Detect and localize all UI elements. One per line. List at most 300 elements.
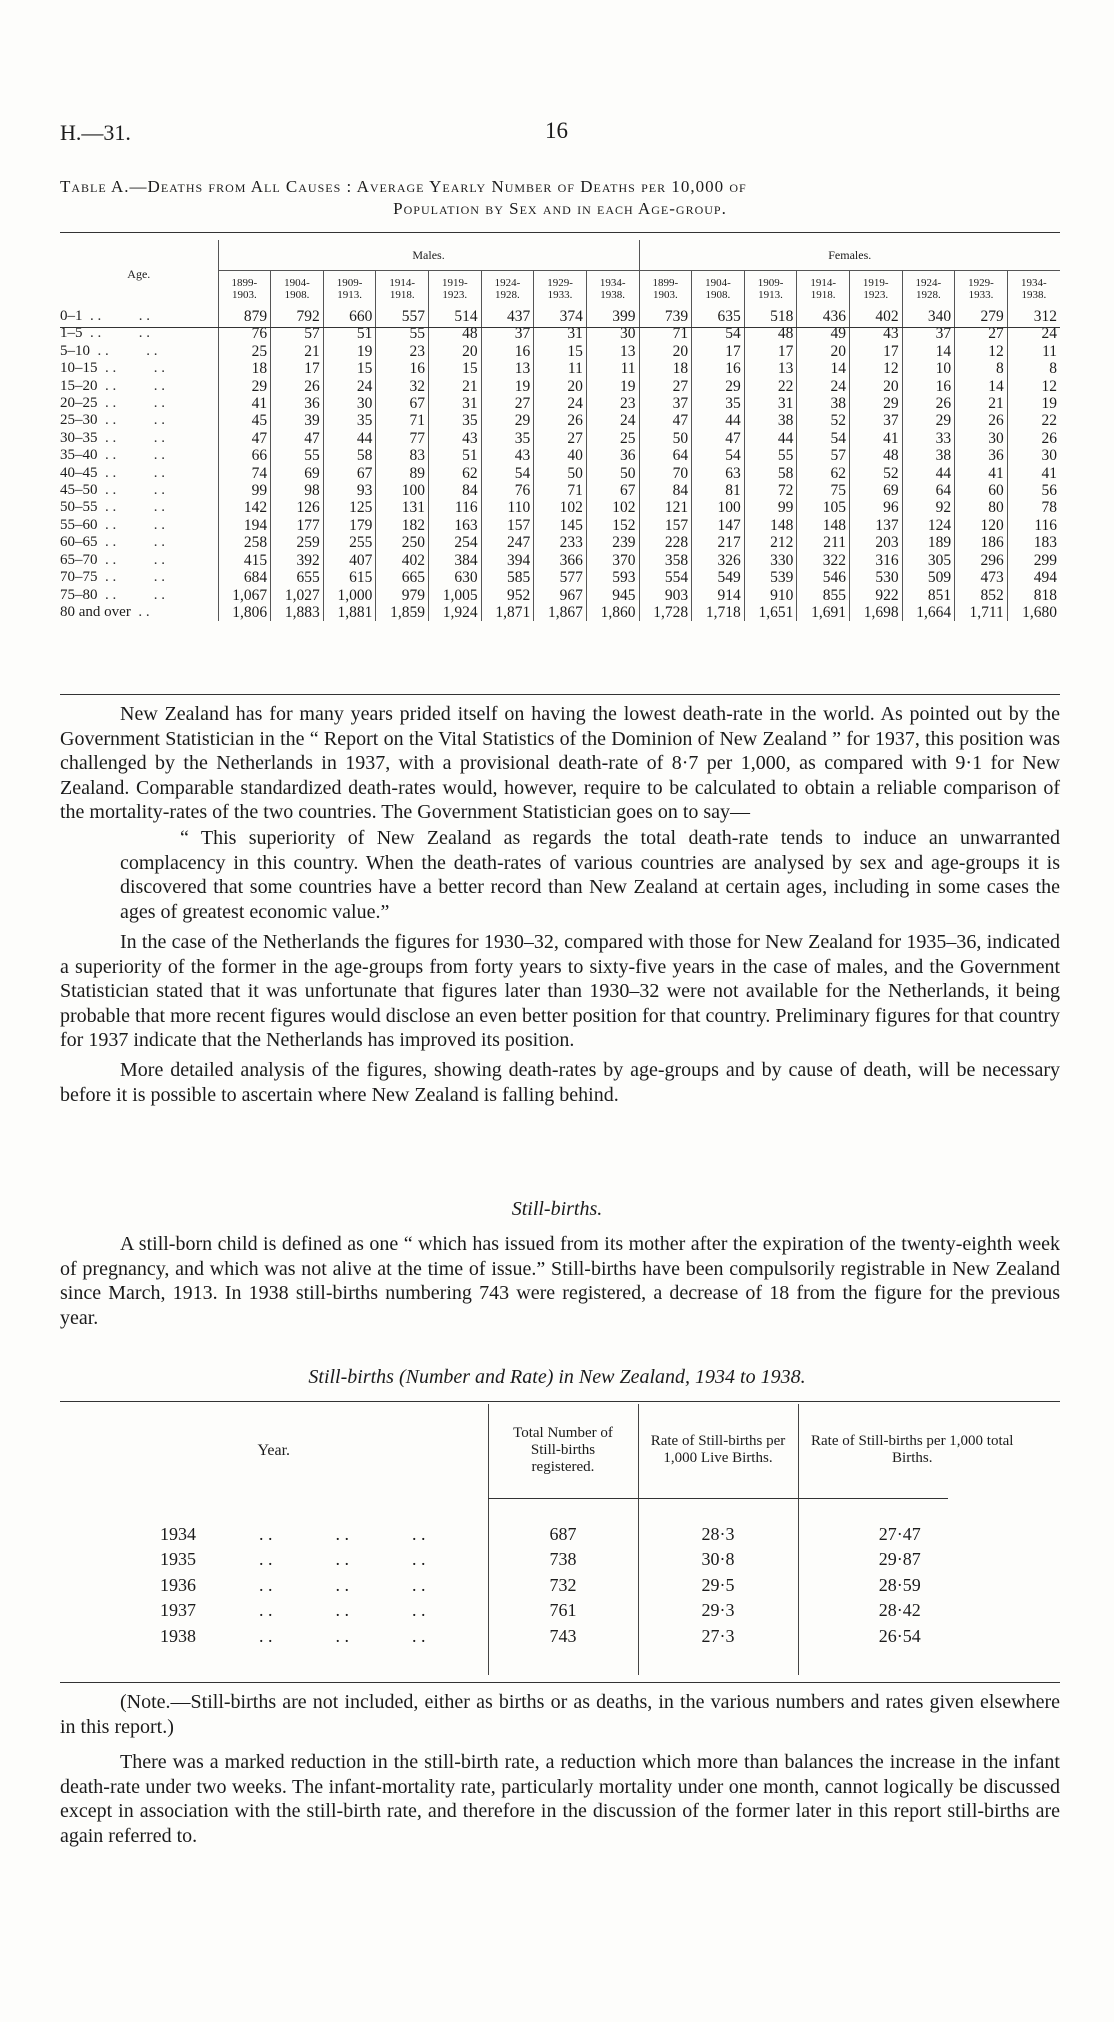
total-cell: 761 [488,1598,638,1624]
females-rate-cell: 21 [955,395,1008,412]
leader-dots: . . . . [97,360,165,377]
males-rate-cell: 11 [586,360,639,377]
males-rate-cell: 374 [534,308,587,325]
age-group-cell [60,482,218,499]
males-rate-cell: 402 [376,552,429,569]
males-rate-cell: 131 [376,499,429,516]
males-rate-cell: 31 [429,395,482,412]
females-rate-cell: 279 [955,308,1008,325]
age-group-label: 35–40 [60,447,98,464]
females-rate-cell: 1,711 [955,604,1008,621]
age-group-label: 30–35 [60,429,98,446]
year-label: 1935 [160,1549,196,1569]
females-rate-cell: 16 [902,378,955,395]
males-rate-cell: 194 [218,517,271,534]
females-rate-cell: 903 [639,587,692,604]
females-header: Females. [639,240,1060,270]
males-period-header: 1929- 1933. [534,270,587,308]
leader-dots: . . . . [97,499,165,516]
males-rate-cell: 17 [271,360,324,377]
females-rate-cell: 518 [744,308,797,325]
males-rate-cell: 23 [376,343,429,360]
table-row [60,1624,1060,1650]
males-rate-cell: 74 [218,465,271,482]
males-rate-cell: 258 [218,534,271,551]
females-rate-cell: 914 [692,587,745,604]
males-rate-cell: 1,867 [534,604,587,621]
females-rate-cell: 31 [744,395,797,412]
leader-dots: . . . . [97,447,165,464]
leader-dots: . . . . [82,308,150,324]
females-rate-cell: 316 [849,552,902,569]
females-rate-cell: 554 [639,569,692,586]
males-rate-cell: 1,871 [481,604,534,621]
females-rate-cell: 38 [744,412,797,429]
table-row [60,552,1060,569]
females-rate-cell: 121 [639,499,692,516]
males-header: Males. [218,240,639,270]
males-rate-cell: 30 [586,325,639,342]
males-period-header: 1914- 1918. [376,270,429,308]
stillbirth-table [60,1404,1060,1675]
males-rate-cell: 1,027 [271,587,324,604]
males-period-header: 1934- 1938. [586,270,639,308]
year-label: 1936 [160,1574,196,1595]
males-rate-cell: 27 [534,430,587,447]
males-rate-cell: 514 [429,308,482,325]
table-row [60,482,1060,499]
stillbirth-subheader-rule [488,1498,948,1499]
year-label: 1934 [160,1523,196,1544]
females-rate-cell: 186 [955,534,1008,551]
females-rate-cell: 20 [797,343,850,360]
males-rate-cell: 55 [376,325,429,342]
females-rate-cell: 18 [639,360,692,377]
females-rate-cell: 299 [1007,552,1060,569]
leader-dots: . . . . . . [196,1625,426,1646]
females-rate-cell: 78 [1007,499,1060,516]
males-rate-cell: 945 [586,587,639,604]
males-rate-cell: 21 [271,343,324,360]
females-rate-cell: 50 [639,430,692,447]
age-group-label: 80 and over [60,603,131,620]
females-rate-cell: 546 [797,569,850,586]
males-rate-cell: 979 [376,587,429,604]
males-rate-cell: 21 [429,378,482,395]
females-rate-cell: 26 [902,395,955,412]
females-rate-cell: 70 [639,465,692,482]
females-rate-cell: 72 [744,482,797,499]
age-group-cell [60,517,218,534]
females-rate-cell: 75 [797,482,850,499]
males-rate-cell: 15 [429,360,482,377]
females-rate-cell: 56 [1007,482,1060,499]
age-group-cell [60,325,218,342]
rate-live-cell: 29·5 [638,1573,798,1599]
females-rate-cell: 64 [902,482,955,499]
rate-live-cell: 27·3 [638,1624,798,1650]
rate-live-header: Rate of Still-births per 1,000 Live Births. [638,1404,798,1496]
males-rate-cell: 20 [429,343,482,360]
age-group-cell [60,534,218,551]
age-group-label: 75–80 [60,586,98,603]
year-label: 1938 [160,1625,196,1646]
females-rate-cell: 41 [849,430,902,447]
males-rate-cell: 394 [481,552,534,569]
leader-dots: . . . . [97,586,165,603]
females-rate-cell: 69 [849,482,902,499]
females-rate-cell: 19 [1007,395,1060,412]
total-cell: 743 [488,1624,638,1650]
year-header: Year. [257,1441,291,1459]
females-rate-cell: 137 [849,517,902,534]
females-rate-cell: 1,680 [1007,604,1060,621]
table-a-bottom-rule [60,694,1060,695]
rate-live-cell: 28·3 [638,1522,798,1548]
females-rate-cell: 1,728 [639,604,692,621]
males-rate-cell: 35 [323,412,376,429]
females-rate-cell: 12 [955,343,1008,360]
males-rate-cell: 44 [323,430,376,447]
table-row [60,1522,1060,1548]
males-rate-cell: 98 [271,482,324,499]
males-rate-cell: 99 [218,482,271,499]
age-group-cell [60,447,218,464]
males-rate-cell: 26 [271,378,324,395]
males-rate-cell: 163 [429,517,482,534]
females-rate-cell: 14 [797,360,850,377]
males-rate-cell: 50 [534,465,587,482]
rate-total-cell: 28·59 [798,1573,1060,1599]
females-period-header: 1934- 1938. [1007,270,1060,308]
males-rate-cell: 660 [323,308,376,325]
total-header: Total Number of Still-births registered. [488,1404,638,1496]
females-rate-cell: 8 [1007,360,1060,377]
males-rate-cell: 665 [376,569,429,586]
males-period-header: 1899- 1903. [218,270,271,308]
females-rate-cell: 54 [692,447,745,464]
females-rate-cell: 8 [955,360,1008,377]
females-rate-cell: 910 [744,587,797,604]
males-rate-cell: 24 [323,378,376,395]
females-rate-cell: 340 [902,308,955,325]
males-rate-cell: 384 [429,552,482,569]
males-rate-cell: 31 [534,325,587,342]
age-group-label: 40–45 [60,464,98,481]
females-rate-cell: 148 [797,517,850,534]
females-rate-cell: 157 [639,517,692,534]
females-rate-cell: 71 [639,325,692,342]
males-rate-cell: 15 [323,360,376,377]
females-rate-cell: 14 [902,343,955,360]
males-rate-cell: 41 [218,395,271,412]
total-cell: 687 [488,1522,638,1548]
table-row [60,395,1060,412]
females-rate-cell: 52 [849,465,902,482]
males-rate-cell: 1,005 [429,587,482,604]
females-rate-cell: 124 [902,517,955,534]
females-rate-cell: 30 [955,430,1008,447]
females-rate-cell: 922 [849,587,902,604]
leader-dots: . . [130,603,150,620]
males-rate-cell: 615 [323,569,376,586]
females-rate-cell: 635 [692,308,745,325]
males-rate-cell: 116 [429,499,482,516]
males-rate-cell: 45 [218,412,271,429]
total-cell: 732 [488,1573,638,1599]
males-rate-cell: 437 [481,308,534,325]
females-rate-cell: 54 [797,430,850,447]
females-rate-cell: 41 [1007,465,1060,482]
females-rate-cell: 852 [955,587,1008,604]
age-group-cell [60,499,218,516]
males-rate-cell: 157 [481,517,534,534]
document-reference: H.—31. [60,120,131,145]
males-rate-cell: 76 [481,482,534,499]
paragraph-netherlands-figures: In the case of the Netherlands the figures for 1930–32, compared with those for New Zealand for 1935–36, indicated a superiority of the former in the age-groups from forty years to sixty-five years in the case of males, and the Government Statistician stated that it was unfortunate that figures later than 1930–32 were not available for the Netherlands, it being probable that more recent figures would disclose an even better position for that country. Preliminary figures for that country for 1937 indicate that the Netherlands has improved its position. [60,931,1060,1051]
males-rate-cell: 125 [323,499,376,516]
age-group-cell [60,604,218,621]
females-rate-cell: 494 [1007,569,1060,586]
females-rate-cell: 41 [955,465,1008,482]
table-row [60,325,1060,342]
age-group-cell [60,587,218,604]
age-group-label: 45–50 [60,482,98,499]
leader-dots: . . . . [97,569,165,586]
stillbirth-table-top-rule [60,1401,1060,1402]
table-row [60,499,1060,516]
table-a-top-rule [60,232,1060,233]
males-rate-cell: 84 [429,482,482,499]
leader-dots: . . . . [90,342,158,359]
males-rate-cell: 1,806 [218,604,271,621]
females-period-header: 1914- 1918. [797,270,850,308]
males-rate-cell: 71 [376,412,429,429]
age-group-cell [60,465,218,482]
table-row [60,412,1060,429]
females-rate-cell: 37 [639,395,692,412]
age-group-label: 25–30 [60,412,98,429]
table-a-title-line1: Table A.—Deaths from All Causes : Average Yearly Number of Deaths per 10,000 of [60,177,747,196]
males-rate-cell: 585 [481,569,534,586]
males-rate-cell: 35 [481,430,534,447]
age-group-cell [60,412,218,429]
males-rate-cell: 142 [218,499,271,516]
females-rate-cell: 58 [744,465,797,482]
females-rate-cell: 52 [797,412,850,429]
year-label: 1937 [160,1600,196,1620]
females-rate-cell: 16 [692,360,745,377]
males-rate-cell: 630 [429,569,482,586]
table-row [60,587,1060,604]
females-rate-cell: 55 [744,447,797,464]
males-rate-cell: 58 [323,447,376,464]
age-column-header: Age. [127,267,151,281]
females-rate-cell: 92 [902,499,955,516]
females-period-header: 1929- 1933. [955,270,1008,308]
females-rate-cell: 326 [692,552,745,569]
females-rate-cell: 24 [1007,325,1060,342]
rate-total-cell: 29·87 [798,1547,1060,1573]
males-rate-cell: 577 [534,569,587,586]
females-rate-cell: 183 [1007,534,1060,551]
females-rate-cell: 47 [692,430,745,447]
males-rate-cell: 255 [323,534,376,551]
males-rate-cell: 54 [481,465,534,482]
females-rate-cell: 81 [692,482,745,499]
males-rate-cell: 23 [586,395,639,412]
females-rate-cell: 33 [902,430,955,447]
males-rate-cell: 35 [429,412,482,429]
males-rate-cell: 26 [534,412,587,429]
males-rate-cell: 655 [271,569,324,586]
females-rate-cell: 1,651 [744,604,797,621]
females-rate-cell: 44 [692,412,745,429]
females-rate-cell: 30 [1007,447,1060,464]
table-row [60,1573,1060,1599]
males-rate-cell: 36 [586,447,639,464]
males-rate-cell: 32 [376,378,429,395]
males-rate-cell: 392 [271,552,324,569]
males-rate-cell: 366 [534,552,587,569]
females-rate-cell: 228 [639,534,692,551]
age-group-label: 55–60 [60,516,98,533]
table-row [60,308,1060,325]
leader-dots: . . . . [97,482,165,499]
females-rate-cell: 305 [902,552,955,569]
females-rate-cell: 37 [902,325,955,342]
males-rate-cell: 250 [376,534,429,551]
females-rate-cell: 203 [849,534,902,551]
males-rate-cell: 102 [586,499,639,516]
males-rate-cell: 67 [323,465,376,482]
leader-dots: . . . . . . [196,1574,426,1595]
rate-total-cell: 27·47 [798,1522,1060,1548]
males-rate-cell: 259 [271,534,324,551]
males-rate-cell: 19 [481,378,534,395]
year-cell [60,1547,488,1573]
females-rate-cell: 27 [955,325,1008,342]
age-group-cell [60,308,218,325]
males-rate-cell: 415 [218,552,271,569]
females-rate-cell: 22 [1007,412,1060,429]
males-rate-cell: 967 [534,587,587,604]
males-rate-cell: 1,881 [323,604,376,621]
males-rate-cell: 48 [429,325,482,342]
females-rate-cell: 17 [692,343,745,360]
males-rate-cell: 110 [481,499,534,516]
paragraph-netherlands-comparison: New Zealand has for many years prided itself on having the lowest death-rate in the world. As pointed out by the Government Statistician in the “ Report on the Vital Statistics of the Dominion of New Zealand ” for 1937, this position was challenged by the Netherlands in 1937, with a provisional death-rate of 8·7 per 1,000, as compared with 9·1 for New Zealand. Comparable standardized death-rates would, however, require to be calculated to obtain a reliable comparison of the mortality-rates of the two countries. The Government Statistician goes on to say— [60,703,1060,823]
year-cell [60,1522,488,1548]
females-rate-cell: 49 [797,325,850,342]
age-group-cell [60,360,218,377]
males-rate-cell: 16 [481,343,534,360]
females-rate-cell: 99 [744,499,797,516]
females-rate-cell: 11 [1007,343,1060,360]
females-rate-cell: 147 [692,517,745,534]
females-rate-cell: 322 [797,552,850,569]
males-rate-cell: 145 [534,517,587,534]
leader-dots: . . . . [97,377,165,394]
age-group-cell [60,378,218,395]
females-rate-cell: 22 [744,378,797,395]
females-rate-cell: 116 [1007,517,1060,534]
males-rate-cell: 51 [429,447,482,464]
males-period-header: 1919- 1923. [429,270,482,308]
leader-dots: . . . . . . [196,1523,426,1544]
males-rate-cell: 177 [271,517,324,534]
males-rate-cell: 37 [481,325,534,342]
stillbirth-note: (Note.—Still-births are not included, either as births or as deaths, in the various numbers and rates given elsewhere in this report.) [60,1691,1060,1738]
age-group-label: 10–15 [60,360,98,377]
males-rate-cell: 29 [218,378,271,395]
males-rate-cell: 43 [429,430,482,447]
year-cell [60,1598,488,1624]
females-rate-cell: 64 [639,447,692,464]
leader-dots: . . . . [97,395,165,412]
females-rate-cell: 330 [744,552,797,569]
females-rate-cell: 63 [692,465,745,482]
table-row [60,534,1060,551]
females-rate-cell: 855 [797,587,850,604]
males-rate-cell: 684 [218,569,271,586]
males-rate-cell: 11 [534,360,587,377]
males-rate-cell: 50 [586,465,639,482]
leader-dots: . . . . [97,412,165,429]
females-rate-cell: 148 [744,517,797,534]
males-rate-cell: 55 [271,447,324,464]
males-rate-cell: 19 [586,378,639,395]
rate-total-cell: 26·54 [798,1624,1060,1650]
males-rate-cell: 51 [323,325,376,342]
females-rate-cell: 60 [955,482,1008,499]
females-period-header: 1899- 1903. [639,270,692,308]
females-rate-cell: 358 [639,552,692,569]
age-group-cell [60,395,218,412]
age-group-cell [60,343,218,360]
table-row [60,1547,1060,1573]
table-row [60,604,1060,621]
males-rate-cell: 57 [271,325,324,342]
females-rate-cell: 62 [797,465,850,482]
females-rate-cell: 35 [692,395,745,412]
females-rate-cell: 37 [849,412,902,429]
leader-dots: . . . . [97,534,165,551]
paragraph-more-analysis: More detailed analysis of the figures, showing death-rates by age-groups and by cause of death, will be necessary before it is possible to ascertain where New Zealand is falling behind. [60,1059,1060,1106]
males-rate-cell: 30 [323,395,376,412]
males-rate-cell: 1,859 [376,604,429,621]
stillbirth-table-bottom-rule [60,1682,1060,1683]
females-rate-cell: 436 [797,308,850,325]
males-rate-cell: 93 [323,482,376,499]
females-rate-cell: 12 [1007,378,1060,395]
males-rate-cell: 18 [218,360,271,377]
males-rate-cell: 25 [218,343,271,360]
females-period-header: 1919- 1923. [849,270,902,308]
females-rate-cell: 29 [849,395,902,412]
males-rate-cell: 407 [323,552,376,569]
males-rate-cell: 36 [271,395,324,412]
males-rate-cell: 792 [271,308,324,325]
males-period-header: 1909- 1913. [323,270,376,308]
males-rate-cell: 77 [376,430,429,447]
males-rate-cell: 1,883 [271,604,324,621]
females-rate-cell: 402 [849,308,902,325]
males-rate-cell: 25 [586,430,639,447]
males-rate-cell: 43 [481,447,534,464]
males-rate-cell: 179 [323,517,376,534]
females-rate-cell: 211 [797,534,850,551]
